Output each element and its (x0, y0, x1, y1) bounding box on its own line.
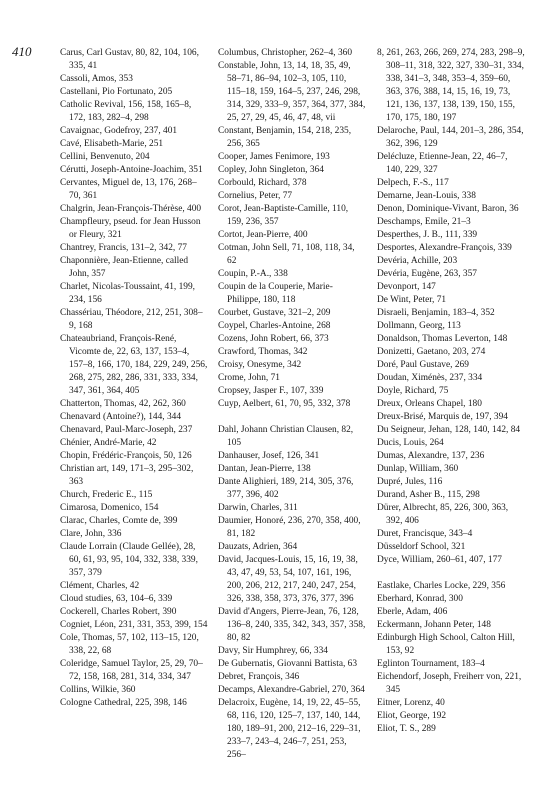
index-entry: Duret, Francisque, 343–4 (377, 529, 473, 539)
index-entry: Coupin de la Couperie, Marie-Philippe, 180, 118 (218, 282, 333, 305)
page-number: 410 (12, 44, 32, 59)
index-entry: Dunlap, William, 360 (377, 464, 459, 474)
index-entry: Devéria, Eugène, 263, 357 (377, 269, 477, 279)
index-entry: Desperthes, J. B., 111, 339 (377, 230, 478, 240)
index-entry: Cortot, Jean-Pierre, 400 (218, 230, 308, 240)
index-entry: Eckermann, Johann Peter, 148 (377, 620, 491, 630)
index-entry: Coleridge, Samuel Taylor, 25, 29, 70–72, 158, 168, 281, 314, 334, 347 (60, 659, 203, 682)
index-entry: Chaponnière, Jean-Etienne, called John, 357 (60, 256, 189, 279)
index-entry: Disraeli, Benjamin, 183–4, 352 (377, 308, 495, 318)
index-entry: Charlet, Nicolas-Toussaint, 41, 199, 234, 156 (60, 282, 195, 305)
index-entry: Edinburgh High School, Calton Hill, 153, 92 (377, 633, 515, 656)
index-entry: Dantan, Jean-Pierre, 138 (218, 464, 311, 474)
letter-gap (377, 567, 525, 580)
index-entry: Chateaubriand, François-René, Vicomte de, 22, 63, 137, 153–4, 157–8, 166, 170, 184, 229, 249, 256, 268, 275, 282, 286, 331, 333, 334, 347, 361, 364, 405 (60, 334, 208, 396)
index-entry: Cérutti, Joseph-Antoine-Joachim, 351 (60, 165, 203, 175)
index-entry: Castellani, Pio Fortunato, 205 (60, 87, 173, 97)
index-entry: Chantrey, Francis, 131–2, 342, 77 (60, 243, 187, 253)
index-entry: Durand, Asher B., 115, 298 (377, 490, 480, 500)
index-entry: Davy, Sir Humphrey, 66, 334 (218, 646, 328, 656)
index-entry: Corot, Jean-Baptiste-Camille, 110, 159, 236, 357 (218, 204, 349, 227)
index-entry: Cole, Thomas, 57, 102, 113–15, 120, 338, 22, 68 (60, 633, 199, 656)
index-entry: Dante Alighieri, 189, 214, 305, 376, 377, 396, 402 (218, 477, 354, 500)
index-entry: Dupré, Jules, 116 (377, 477, 443, 487)
index-entry: Courbet, Gustave, 321–2, 209 (218, 308, 331, 318)
index-entry: Cornelius, Peter, 77 (218, 191, 293, 201)
index-entry: De Wint, Peter, 71 (377, 295, 447, 305)
index-entry: Church, Frederic E., 115 (60, 490, 153, 500)
index-entry: Eberle, Adam, 406 (377, 607, 448, 617)
index-entry: Du Seigneur, Jehan, 128, 140, 142, 84 (377, 425, 521, 435)
index-column-2 (218, 47, 366, 762)
index-entry: Denon, Dominique-Vivant, Baron, 36 (377, 204, 519, 214)
index-entry: Dreux-Brisé, Marquis de, 197, 394 (377, 412, 508, 422)
letter-gap (218, 411, 366, 424)
index-entry: Collins, Wilkie, 360 (60, 685, 136, 695)
index-entry: Doudan, Ximénès, 237, 334 (377, 373, 483, 383)
index-entry: Eitner, Lorenz, 40 (377, 698, 445, 708)
index-entry: Crome, John, 71 (218, 373, 280, 383)
index-entry: Delacroix, Eugène, 14, 19, 22, 45–55, 68, 116, 120, 125–7, 137, 140, 144, 180, 189–91, 200, 212–16, 229–31, 233–7, 243–4, 246–7, 251, 253, 256– (218, 698, 361, 760)
index-entry: Champfleury, pseud. for Jean Husson or Fleury, 321 (60, 217, 201, 240)
index-entry: Ducis, Louis, 264 (377, 438, 444, 448)
index-entry: Eastlake, Charles Locke, 229, 356 (377, 581, 506, 591)
index-entry: Cockerell, Charles Robert, 390 (60, 607, 177, 617)
index-entry: Deschamps, Emile, 21–3 (377, 217, 471, 227)
index-entry: David, Jacques-Louis, 15, 16, 19, 38, 43, 47, 49, 53, 54, 107, 161, 196, 200, 206, 212, 217, 240, 247, 254, 326, 338, 358, 373, 376, 377, 396 (218, 555, 358, 604)
index-entry: Düsseldorf School, 321 (377, 542, 466, 552)
index-entry: Croisy, Onesyme, 342 (218, 360, 302, 370)
index-entry: Christian art, 149, 171–3, 295–302, 363 (60, 464, 194, 487)
index-entry: Desportes, Alexandre-François, 339 (377, 243, 512, 253)
index-entry: Dreux, Orleans Chapel, 180 (377, 399, 482, 409)
index-entry: Darwin, Charles, 311 (218, 503, 298, 513)
index-entry: Cavé, Elisabeth-Marie, 251 (60, 139, 164, 149)
index-entry: Eliot, George, 192 (377, 711, 447, 721)
index-entry: Columbus, Christopher, 262–4, 360 (218, 48, 353, 58)
index-entry: Cavaignac, Godefroy, 237, 401 (60, 126, 178, 136)
index-entry: Cervantes, Miguel de, 13, 176, 268–70, 361 (60, 178, 197, 201)
index-entry: Chatterton, Thomas, 42, 262, 360 (60, 399, 186, 409)
index-entry: De Gubernatis, Giovanni Battista, 63 (218, 659, 358, 669)
index-entry: Chassériau, Théodore, 212, 251, 308–9, 168 (60, 308, 203, 331)
index-entry: Cologne Cathedral, 225, 398, 146 (60, 698, 187, 708)
index-entry: Carus, Carl Gustav, 80, 82, 104, 106, 335, 41 (60, 48, 199, 71)
index-entry: David d'Angers, Pierre-Jean, 76, 128, 136–8, 240, 335, 342, 343, 357, 358, 80, 82 (218, 607, 366, 643)
index-entry: Daumier, Honoré, 236, 270, 358, 400, 81, 182 (218, 516, 361, 539)
index-entry: Debret, François, 346 (218, 672, 300, 682)
index-entry: Decamps, Alexandre-Gabriel, 270, 364 (218, 685, 365, 695)
index-entry: Dürer, Albrecht, 85, 226, 300, 363, 392, 406 (377, 503, 509, 526)
index-entry: Crawford, Thomas, 342 (218, 347, 308, 357)
index-entry: Cassoli, Amos, 353 (60, 74, 133, 84)
index-entry: Dumas, Alexandre, 137, 236 (377, 451, 485, 461)
index-entry: Devéria, Achille, 203 (377, 256, 458, 266)
index-entry: Eliot, T. S., 289 (377, 724, 436, 734)
index-entry: Catholic Revival, 156, 158, 165–8, 172, 183, 282–4, 298 (60, 100, 192, 123)
index-entry: Delécluze, Etienne-Jean, 22, 46–7, 140, 229, 327 (377, 152, 508, 175)
index-entry: Cozens, John Robert, 66, 373 (218, 334, 329, 344)
index-entry: Chopin, Frédéric-François, 50, 126 (60, 451, 192, 461)
index-entry: Constant, Benjamin, 154, 218, 235, 256, 365 (218, 126, 352, 149)
index-entry: Delaroche, Paul, 144, 201–3, 286, 354, 362, 396, 129 (377, 126, 524, 149)
index-entry: Clément, Charles, 42 (60, 581, 140, 591)
index-entry: Dahl, Johann Christian Clausen, 82, 105 (218, 425, 354, 448)
index-entry: Chenavard, Paul-Marc-Joseph, 237 (60, 425, 193, 435)
index-entry: Danhauser, Josef, 126, 341 (218, 451, 320, 461)
index-entry: Cooper, James Fenimore, 193 (218, 152, 330, 162)
index-entry: Clarac, Charles, Comte de, 399 (60, 516, 178, 526)
index-entry: Corbould, Richard, 378 (218, 178, 307, 188)
index-entry: Cogniet, Léon, 231, 331, 353, 399, 154 (60, 620, 208, 630)
index-entry: Donizetti, Gaetano, 203, 274 (377, 347, 486, 357)
index-entry: Delpech, F.-S., 117 (377, 178, 449, 188)
index-entry: Claude Lorrain (Claude Gellée), 28, 60, 61, 93, 95, 104, 332, 338, 339, 357, 379 (60, 542, 198, 578)
index-entry: Coypel, Charles-Antoine, 268 (218, 321, 331, 331)
index-entry: Chalgrin, Jean-François-Thérèse, 400 (60, 204, 202, 214)
index-entry: Doyle, Richard, 75 (377, 386, 449, 396)
index-entry: Demarne, Jean-Louis, 338 (377, 191, 476, 201)
index-entry: Cellini, Benvenuto, 204 (60, 152, 150, 162)
index-entry: Cloud studies, 63, 104–6, 339 (60, 594, 173, 604)
index-column-3 (377, 47, 525, 736)
index-entry: Dollmann, Georg, 113 (377, 321, 461, 331)
index-entry: Clare, John, 336 (60, 529, 122, 539)
index-entry: Chénier, André-Marie, 42 (60, 438, 157, 448)
index-entry: 8, 261, 263, 266, 269, 274, 283, 298–9, 308–11, 318, 322, 327, 330–31, 334, 338, 341–3, 348, 353–4, 359–60, 363, 376, 388, 14, 15, 16, 19, 73, 121, 136, 137, 138, 139, 150, 155, 170, 175, 180, 197 (377, 48, 525, 123)
index-column-1 (60, 47, 208, 710)
index-entry: Cropsey, Jasper F., 107, 339 (218, 386, 324, 396)
index-entry: Cuyp, Aelbert, 61, 70, 95, 332, 378 (218, 399, 351, 409)
index-entry: Devonport, 147 (377, 282, 436, 292)
index-entry: Cotman, John Sell, 71, 108, 118, 34, 62 (218, 243, 355, 266)
index-entry: Copley, John Singleton, 364 (218, 165, 324, 175)
index-entry: Dauzats, Adrien, 364 (218, 542, 298, 552)
index-entry: Cimarosa, Domenico, 154 (60, 503, 159, 513)
index-entry: Eglinton Tournament, 183–4 (377, 659, 485, 669)
index-entry: Dyce, William, 260–61, 407, 177 (377, 555, 502, 565)
index-entry: Coupin, P.-A., 338 (218, 269, 288, 279)
index-entry: Eberhard, Konrad, 300 (377, 594, 463, 604)
index-entry: Eichendorf, Joseph, Freiherr von, 221, 345 (377, 672, 522, 695)
index-entry: Chenavard (Antoine?), 144, 344 (60, 412, 182, 422)
index-entry: Doré, Paul Gustave, 269 (377, 360, 469, 370)
index-entry: Constable, John, 13, 14, 18, 35, 49, 58–71, 86–94, 102–3, 105, 110, 115–18, 159, 164–5, 237, 246, 298, 314, 329, 333–9, 357, 364, 377, 384, 25, 27, 29, 45, 46, 47, 48, vii (218, 61, 366, 123)
index-entry: Donaldson, Thomas Leverton, 148 (377, 334, 508, 344)
